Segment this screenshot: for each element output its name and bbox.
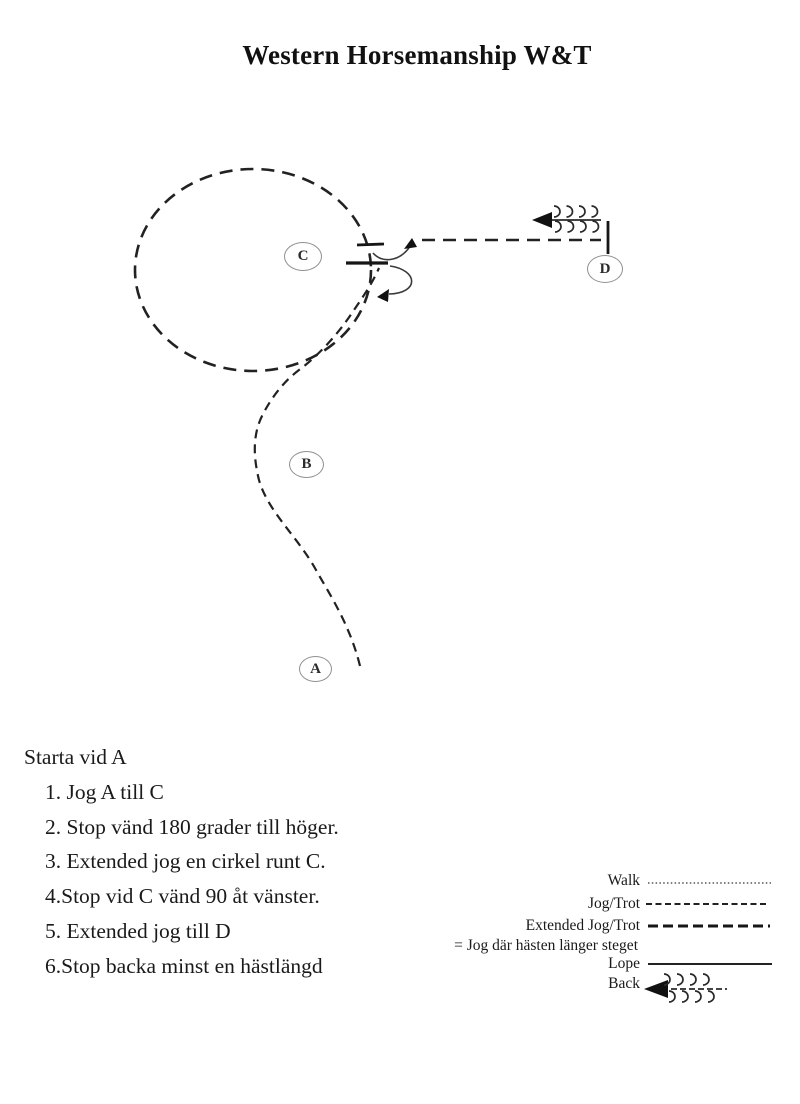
page-title: Western Horsemanship W&T: [242, 40, 592, 70]
marker-a-label: A: [310, 660, 321, 677]
stop-bar-upper: [357, 244, 384, 245]
legend-label-jog-trot: Jog/Trot: [588, 895, 640, 912]
instruction-step-3: 3. Extended jog en cirkel runt C.: [45, 849, 326, 874]
marker-c: [284, 242, 322, 271]
marker-c-label: C: [297, 248, 309, 264]
instruction-step-5: 5. Extended jog till D: [45, 918, 231, 943]
legend-label-walk: Walk: [607, 872, 640, 889]
marker-b: [289, 451, 324, 478]
turn-180-arrow: [377, 266, 412, 302]
marker-a: [299, 656, 332, 682]
instructions-block: [24, 740, 454, 984]
marker-d: [587, 255, 623, 283]
marker-d-label: D: [599, 260, 611, 277]
back-symbol-d: [532, 206, 601, 232]
turn-90-arrow: [373, 238, 417, 260]
marker-b-label: B: [301, 456, 312, 472]
legend-note: = Jog där hästen länger steget: [454, 937, 638, 954]
legend-label-back: Back: [608, 975, 640, 992]
extended-jog-circle: [135, 169, 371, 371]
instruction-step-6: 6.Stop backa minst en hästlängd: [45, 953, 323, 978]
instruction-step-2: 2. Stop vänd 180 grader till höger.: [45, 814, 339, 839]
legend-label-lope: Lope: [608, 955, 640, 972]
instruction-step-4: 4.Stop vid C vänd 90 åt vänster.: [45, 884, 320, 909]
legend-label-extended-jog-trot: Extended Jog/Trot: [525, 917, 640, 934]
legend-back-symbol: [644, 974, 727, 1002]
instructions-start: Starta vid A: [24, 745, 127, 769]
instruction-step-1: 1. Jog A till C: [45, 779, 164, 804]
